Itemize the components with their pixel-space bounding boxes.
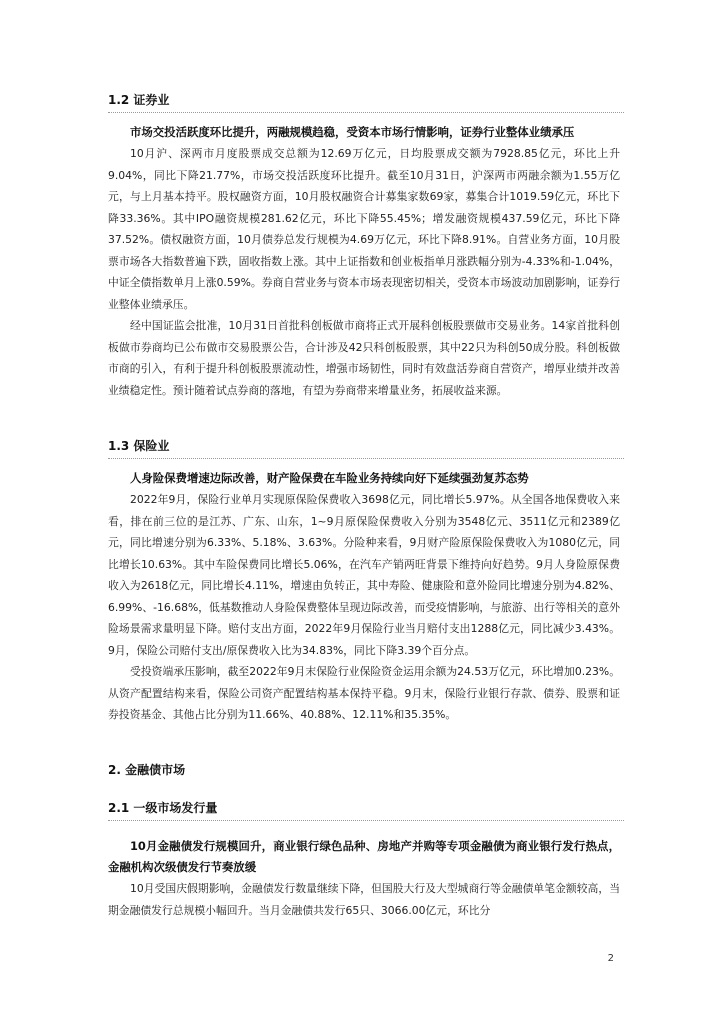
insurance-body — [0, 468, 724, 726]
section-securities — [0, 92, 724, 108]
section-heading: 1.2 证券业 — [108, 93, 170, 107]
section-insurance — [0, 438, 724, 454]
section-subheading: 10月金融债发行规模回升，商业银行绿色品种、房地产并购等专项金融债为商业银行发行热点，金融机构次级债发行节奏放缓 — [108, 839, 620, 874]
section-bond-market — [0, 762, 724, 778]
paragraph: 受投资端承压影响，截至2022年9月末保险行业保险资金运用余额为24.53万亿元，环比增加0.23%。从资产配置结构来看，保险公司资产配置结构基本保持平稳。9月末，保险行业银行存款、债券、股票和证券投资基金、其他占比分别为11.66%、40.88%、12.11%和35.35%。 — [108, 665, 620, 721]
section-heading: 1.3 保险业 — [108, 439, 170, 453]
page-number: 2 — [607, 953, 614, 964]
heading-divider — [108, 458, 624, 459]
section-heading: 2.1 一级市场发行量 — [108, 801, 218, 815]
primary-issuance-body — [0, 836, 724, 921]
securities-body — [0, 122, 724, 401]
section-subheading: 市场交投活跃度环比提升，两融规模趋稳，受资本市场行情影响，证券行业整体业绩承压 — [130, 125, 575, 139]
paragraph: 10月受国庆假期影响，金融债发行数量继续下降，但国股大行及大型城商行等金融债单笔金额较高，当期金融债发行总规模小幅回升。当月金融债共发行65只、3066.00亿元，环比分 — [108, 882, 620, 917]
paragraph: 10月沪、深两市月度股票成交总额为12.69万亿元，日均股票成交额为7928.85亿元，环比上升9.04%，同比下降21.77%，市场交投活跃度环比提升。截至10月31日，沪深两市两融余额为1.55万亿元，与上月基本持平。股权融资方面，10月股权融资合计募集家数69家，募集合计1019.59亿元，环比下降33.36%。其中IPO融资规模281.62亿元，环比下降55.45%；增发融资规模437.59亿元，环比下降37.52%。债权融资方面，10月债券总发行规模为4.69万亿元，环比下降8.91%。自营业务方面，10月股票市场各大指数普遍下跌，固收指数上涨。其中上证指数和创业板指单月涨跌幅分别为-4.33%和-1.04%，中证全债指数单月上涨0.59%。券商自营业务与资本市场表现密切相关，受资本市场波动加剧影响，证券行业整体业绩承压。 — [108, 147, 620, 311]
paragraph: 经中国证监会批准，10月31日首批科创板做市商将正式开展科创板股票做市交易业务。14家首批科创板做市券商均已公布做市交易股票公告，合计涉及42只科创板股票，其中22只为科创50成分股。科创板做市商的引入，有利于提升科创板股票流动性，增强市场韧性，同时有效盘活券商自营资产，增厚业绩并改善业绩稳定性。预计随着试点券商的落地，有望为券商带来增量业务，拓展收益来源。 — [108, 319, 620, 397]
section-heading: 2. 金融债市场 — [108, 763, 186, 777]
heading-divider — [108, 112, 624, 113]
section-primary-issuance — [0, 800, 724, 816]
section-subheading: 人身险保费增速边际改善，财产险保费在车险业务持续向好下延续强劲复苏态势 — [130, 471, 529, 485]
heading-divider — [108, 820, 624, 821]
paragraph: 2022年9月，保险行业单月实现原保险保费收入3698亿元，同比增长5.97%。从全国各地保费收入来看，排在前三位的是江苏、广东、山东，1~9月原保险保费收入分别为3548亿元、3511亿元和2389亿元，同比增速分别为6.33%、5.18%、3.63%。分险种来看，9月财产险原保险保费收入为1080亿元，同比增长10.63%。其中车险保费同比增长5.06%，在汽车产销两旺背景下维持向好趋势。9月人身险原保费收入为2618亿元，同比增长4.11%，增速由负转正，其中寿险、健康险和意外险同比增速分别为4.82%、6.99%、-16.68%，低基数推动人身险保费整体呈现边际改善，而受疫情影响，与旅游、出行等相关的意外险场景需求量明显下降。赔付支出方面，2022年9月保险行业当月赔付支出1288亿元，同比减少3.43%。9月，保险公司赔付支出/原保费收入比为34.83%，同比下降3.39个百分点。 — [108, 493, 620, 657]
